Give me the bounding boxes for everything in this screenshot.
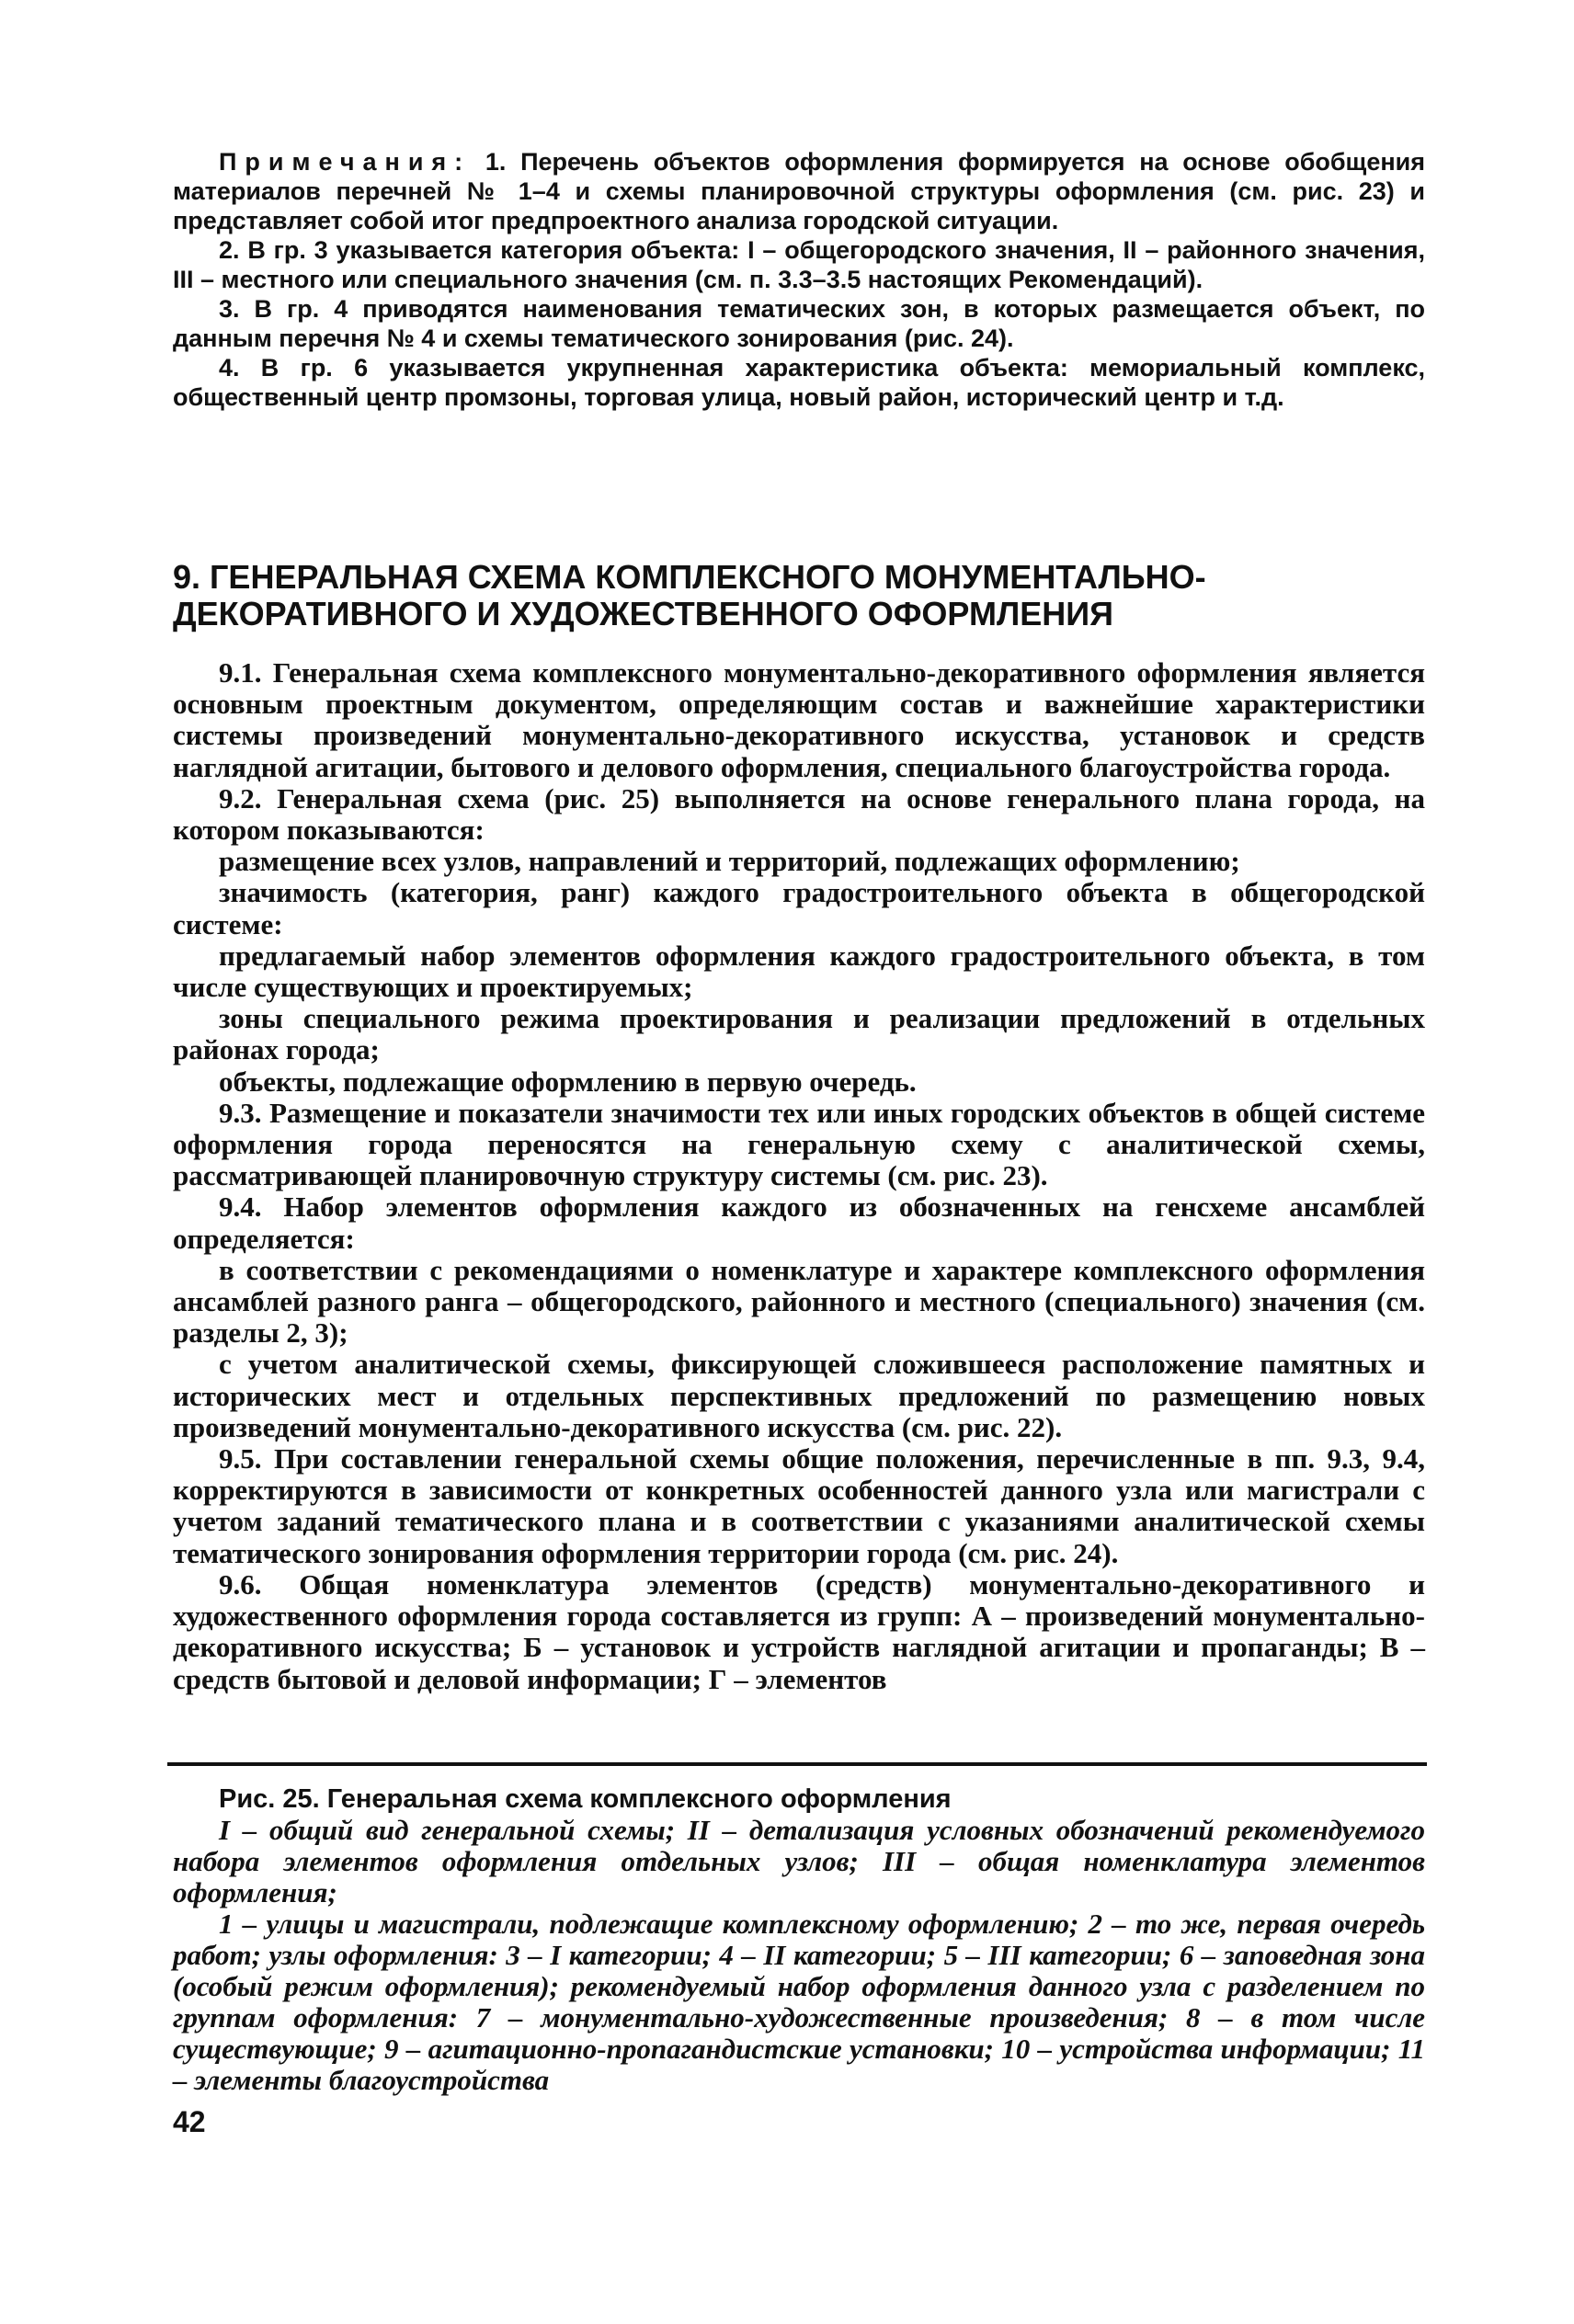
note-3: 3. В гр. 4 приводятся наименования тематических зон, в которых размещается объект, по данным перечня № 4 и схемы тематического зонирования (рис. 24). (173, 295, 1425, 352)
list-item: объекты, подлежащие оформлению в первую очередь. (219, 1065, 917, 1098)
paragraph-9-6: 9.6. Общая номенклатура элементов (средств) монументально-декоративного и художественного оформления города составляется из групп: А – произведений монументально-декоративного искусства; Б – установок и устройств наглядной агитации и пропаганды; В – средств бытовой и деловой информации; Г – элементов (173, 1567, 1425, 1695)
section-heading (173, 559, 1425, 632)
notes-label: Примечания: (219, 148, 472, 176)
paragraph-9-2: 9.2. Генеральная схема (рис. 25) выполняется на основе генерального плана города, на котором показываются: (173, 781, 1425, 847)
paragraph-9-1: 9.1. Генеральная схема комплексного монументально-декоративного оформления является основным проектным документом, определяющим состав и важнейшие характеристики системы произведений монументально-декоративного искусства, установок и средств наглядной агитации, бытового и делового оформления, специального благоустройства города. (173, 656, 1425, 783)
list-item: с учетом аналитической схемы, фиксирующей сложившееся расположение памятных и исторических мест и отдельных перспективных предложений по размещению новых произведений монументально-декоративного искусства (см. рис. 22). (173, 1348, 1425, 1443)
section-body (173, 657, 1425, 1695)
figure-caption (173, 1783, 1425, 2096)
paragraph-9-3: 9.3. Размещение и показатели значимости тех или иных городских объектов в общей системе оформления города переносятся на генеральную схему с аналитической схемы, рассматривающей планировочную структуру системы (см. рис. 23). (173, 1096, 1425, 1192)
caption-title: Рис. 25. Генеральная схема комплексного оформления (219, 1784, 952, 1814)
note-1: Примечания: 1. Перечень объектов оформления формируется на основе обобщения материалов перечней № 1–4 и схемы планировочной структуры оформления (см. рис. 23) и представляет собой итог предпроектного анализа городской ситуации. (173, 148, 1425, 234)
caption-divider (167, 1762, 1427, 1766)
caption-legend-2: 1 – улицы и магистрали, подлежащие комплексному оформлению; 2 – то же, первая очередь работ; узлы оформления: 3 – I категории; 4 – II категории; 5 – III категории; 6 – заповедная зона (особый режим оформления); рекомендуемый набор оформления данного узла с разделением по группам оформления: 7 – монументально-художественные произведения; 8 – в том числе существующие; 9 – агитационно-пропагандистские установки; 10 – устройства информации; 11 – элементы благоустройства (173, 1908, 1425, 2096)
paragraph-9-4: 9.4. Набор элементов оформления каждого из обозначенных на генсхеме ансамблей определяется: (173, 1190, 1425, 1255)
list-item: в соответствии с рекомендациями о номенклатуре и характере комплексного оформления ансамблей разного ранга – общегородского, районного и местного (специального) значения (см. разделы 2, 3); (173, 1253, 1425, 1350)
note-2: 2. В гр. 3 указывается категория объекта: I – общегородского значения, II – районного значения, III – местного или специального значения (см. п. 3.3–3.5 настоящих Рекомендаций). (173, 236, 1425, 293)
list-item: размещение всех узлов, направлений и территорий, подлежащих оформлению; (219, 845, 1240, 878)
list-item: предлагаемый набор элементов оформления каждого градостроительного объекта, в том числе существующих и проектируемых; (173, 939, 1425, 1004)
notes-block (173, 147, 1425, 412)
note-4: 4. В гр. 6 указывается укрупненная характеристика объекта: мемориальный комплекс, общественный центр промзоны, торговая улица, новый район, исторический центр и т.д. (173, 354, 1425, 411)
heading-line-2: ДЕКОРАТИВНОГО И ХУДОЖЕСТВЕННОГО ОФОРМЛЕНИЯ (173, 595, 1113, 632)
list-item: зоны специального режима проектирования и реализации предложений в отдельных районах города; (173, 1002, 1425, 1066)
list-item: значимость (категория, ранг) каждого градостроительного объекта в общегородской системе: (173, 876, 1425, 940)
heading-line-1: 9. ГЕНЕРАЛЬНАЯ СХЕМА КОМПЛЕКСНОГО МОНУМЕНТАЛЬНО- (173, 558, 1206, 596)
paragraph-9-5: 9.5. При составлении генеральной схемы общие положения, перечисленные в пп. 9.3, 9.4, корректируются в зависимости от конкретных особенностей данного узла или магистрали с учетом заданий тематического плана и в соответствии с указаниями аналитической схемы тематического зонирования оформления территории города (см. рис. 24). (173, 1442, 1425, 1569)
page-number: 42 (173, 2105, 206, 2138)
caption-legend-1: I – общий вид генеральной схемы; II – детализация условных обозначений рекомендуемого набора элементов оформления отдельных узлов; III – общая номенклатура элементов оформления; (173, 1814, 1425, 1908)
